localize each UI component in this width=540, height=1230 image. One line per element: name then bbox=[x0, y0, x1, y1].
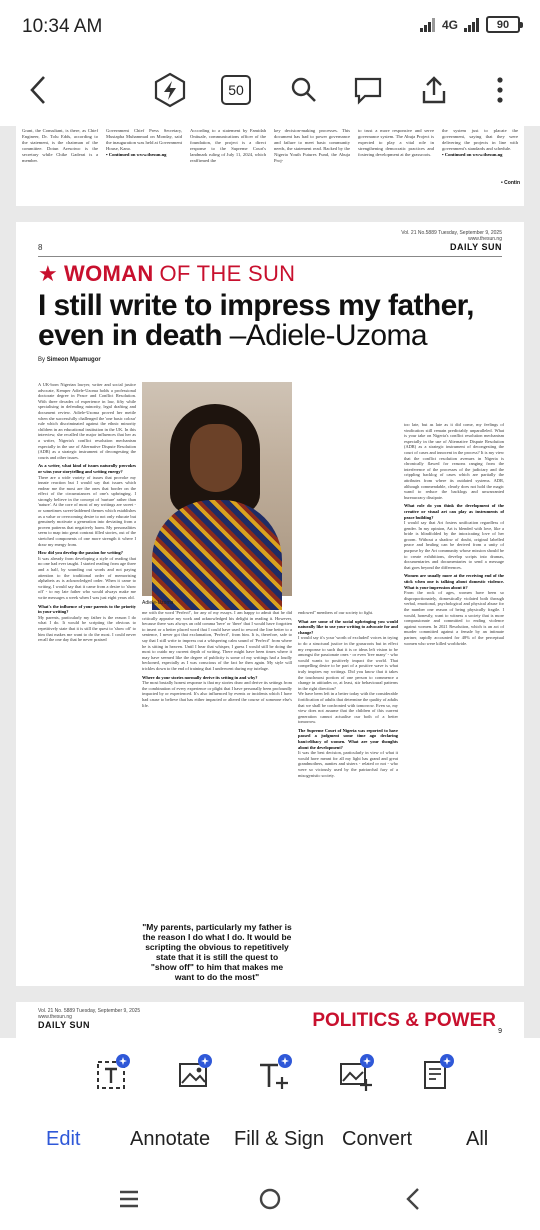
status-time: 10:34 AM bbox=[22, 16, 103, 37]
current-page bbox=[16, 222, 524, 986]
recent-apps-icon bbox=[118, 1189, 140, 1209]
text-column: Grant, the Consultant, is there, as Chief Engineer, Dr. Tolu Edds, according to the statement, is the chairman of the committee. Dotun Aresotwo is the secretary while Chike Gaderai is a member. bbox=[22, 128, 98, 163]
answer: me with the word 'Perfect!', for any of my essays. I am happy to admit that he did critically appraise my work and acknowledged his delight in reading it. However, because there was always an odd comma 'here' or 'there' that I would have forgotten to insert or a better placed word that I could have used to reword the line better to a sentence, I never got that exclamation, 'Perfect!', from him. It is, therefore, safe to say that I still write to impress out a whispering calm sound of 'Perfect!' from where he is sitting in heaven. Until I hear that whisper, I guess I would still be doing the most to outdo my current depth of writing. There might have been times where it may have seemed like the degree of publicity is some of my writings had a loudly beckoned, especially as I was conscious of the fact he then again. My style will trickles down to the end of training that I underwent during my tutelage. bbox=[142, 610, 292, 671]
answer: It was already from developing a style of reading that no one had ever taught. I started reading from age three and a half, by sounding out words and not paying attention to the traditional order of memorising alphabets as is acknowledged order. When it came to writing, I would say that it came from a desire to 'show off' - to my late father who would always make me write messages a week when I was just eight years old. bbox=[38, 555, 136, 600]
edit-text-tool[interactable] bbox=[88, 1052, 134, 1098]
page-count-button[interactable] bbox=[214, 68, 258, 112]
text-block: the system just to placate the government, saying that they were delivering the projects in line with government's standards and schedule. bbox=[442, 128, 518, 151]
tab-fill-sign[interactable]: Fill & Sign bbox=[234, 1128, 325, 1150]
question: What are some of the social upbringing you would naturally like to use your writing to advocate for and change? bbox=[298, 618, 398, 635]
back-arrow-icon bbox=[28, 75, 48, 105]
text-column: key decision-making processes. This document has had to power governance and failure to meet basic community needs, the statement read. Backed by the Nigeria Youth Futures Fund, the Abuja Proj- bbox=[274, 128, 350, 163]
headline-line-2: even in death –Adiele-Uzoma bbox=[38, 319, 427, 352]
answer: I would say it's your 'worth of excluded' voices in trying to do a structural justice in the grassroots but in effect my response to such that it is or ideas left vision to be amongst the passionate ones - or even 'free many' - who would wants to positively impact the world. That compelling desire to be part of a positive wave is what truly inspires my writings. Did you know that it takes the touchmost portion of one person to commence a change in attitudes or, at least, stir behavioural patterns in the right direction? bbox=[298, 635, 398, 691]
headline bbox=[38, 291, 502, 351]
answer: It was the best decision, particularly in view of what it would have meant for all my light has grand and great grandmothers, aunties and sisters - related or not - who were so viciously used by the patriarchal fury of a misogynistic society. bbox=[298, 750, 398, 778]
battery-indicator bbox=[486, 16, 520, 33]
network-type: 4G bbox=[441, 17, 458, 32]
back-chevron-icon bbox=[405, 1187, 421, 1211]
headline-line-1: I still write to impress my father, bbox=[38, 289, 474, 322]
answer: The most brutally honest response is that my stories draw and derive its settings from the combination of every experience or plight that I have personally been profoundly impacted by or experienced. It's also influenced by events or incidents which I have had cause to believe that has either impacted or altered the course of someone else's life. bbox=[142, 680, 292, 708]
continued-link: • Continued on www.thesun.ng bbox=[106, 152, 167, 157]
page-number: 9 bbox=[498, 1028, 502, 1035]
share-button[interactable] bbox=[412, 68, 456, 112]
more-options-button[interactable] bbox=[478, 68, 522, 112]
top-toolbar bbox=[0, 56, 540, 126]
issue-line: Vol. 21 No. 5889 Tuesday, September 9, 2025 bbox=[38, 1008, 141, 1014]
text-block: Government Chief Press Secretary, Mustapha Muhammad on Monday, said the inauguration was held at Government House, Kano. bbox=[106, 128, 182, 151]
ai-badge-icon bbox=[198, 1054, 212, 1068]
home-button[interactable] bbox=[255, 1184, 285, 1214]
add-text-tool[interactable] bbox=[250, 1052, 296, 1098]
question: What role do you think the development of the creative or visual art can play as instruments of peace building? bbox=[404, 503, 504, 520]
section-header bbox=[38, 261, 502, 287]
continued-link: • Contin bbox=[501, 180, 520, 186]
tab-edit[interactable]: Edit bbox=[46, 1128, 81, 1150]
more-tools-button[interactable] bbox=[412, 1052, 458, 1098]
photo-caption: Adiele-Uzoma bbox=[142, 600, 174, 606]
answer: too late, but as late as it did come, my feelings of vindication still remain predictably unparalleled. What is your take on Nigeria's conflict resolution mechanism especially in the use of Alternative Dispute Resolution (ADR) as a strategic instrument of decongesting the court of cases and innocent in the process? It is my view that the conflict resolution avenues in Nigeria is chronically flawed for reasons ranging from the interference of the processes of the judiciary and the crippling backlog of cases which are partially the attributes from where its outdated systems. ADR, although commendable, clearly does not hold the magic wand to reduce the backlogs and unwarranted bureaucracy dissipate. bbox=[404, 422, 504, 500]
pull-quote: "My parents, particularly my father is the reason I do what I do. It would be scripting the obvious to repetitively state that it is still the quest to "show off" to him that makes me want to do the most" bbox=[142, 922, 292, 982]
status-bar bbox=[0, 0, 540, 56]
website: www.thesun.ng bbox=[468, 236, 502, 242]
page-count: 50 bbox=[221, 75, 251, 105]
back-button[interactable] bbox=[16, 68, 60, 112]
masthead bbox=[401, 230, 502, 252]
text-column bbox=[442, 128, 518, 164]
answer: endowed" members of our society to fight. bbox=[298, 610, 374, 615]
article-column-4 bbox=[404, 422, 504, 646]
home-circle-icon bbox=[258, 1187, 282, 1211]
ai-badge-icon bbox=[440, 1054, 454, 1068]
article-column-1 bbox=[38, 382, 136, 643]
question: How did you develop the passion for writing? bbox=[38, 550, 123, 556]
ai-badge-icon bbox=[116, 1054, 130, 1068]
comment-button[interactable] bbox=[346, 68, 390, 112]
text-column bbox=[106, 128, 182, 164]
portrait-photo bbox=[142, 382, 292, 596]
question: What's the influence of your parents to the priority in your writing? bbox=[38, 603, 136, 615]
answer: I would say that Art fosters unification regardless of gender. In my opinion, Art is blended with love, like a bride is blindfolded by the intoxicating love of her groom. Without a shadow of doubt, original labelled peace and healing can be derived from a unity of purpose by the Art community whose mission should be to create exhibitions, develop scripts into dramas, documentaries and documentaries to send a message that goes beyond the differences. bbox=[404, 520, 504, 570]
mode-tabs bbox=[0, 1118, 540, 1168]
divider bbox=[38, 256, 502, 257]
system-navigation-bar bbox=[0, 1168, 540, 1230]
signal-bars-icon-2 bbox=[464, 18, 480, 32]
byline: By Simeon Mpamugor bbox=[38, 357, 101, 363]
answer: My parents, particularly my father is the reason I do what I do. It would be scripting the obvious to repetitively state that it is still the quest to 'show off' to him that makes me want to do the most. I could never recall the one day that he never praised bbox=[38, 614, 136, 643]
answer: We have been left in a better today with the considerable fortification of adults that determine the quality of adults that we shall be confronted with tomorrow. Even so, my view does not assume that the children of this current generation cannot actualise our both of a better tomorrow. bbox=[298, 691, 398, 725]
tab-all[interactable]: All bbox=[466, 1128, 489, 1150]
paper-name: DAILY SUN bbox=[449, 242, 502, 252]
section-title-bold: WOMAN bbox=[64, 261, 154, 286]
search-icon bbox=[290, 76, 318, 104]
website: www.thesun.ng bbox=[38, 1014, 72, 1020]
page-number: 8 bbox=[38, 243, 43, 252]
headline-attribution: –Adiele-Uzoma bbox=[221, 319, 427, 352]
search-button[interactable] bbox=[282, 68, 326, 112]
ai-badge-icon bbox=[278, 1054, 292, 1068]
article-column-3 bbox=[298, 610, 398, 778]
comment-icon bbox=[353, 76, 383, 104]
ai-badge-icon bbox=[360, 1054, 374, 1068]
section-title-rest: OF THE SUN bbox=[159, 261, 296, 286]
star-icon: ★ bbox=[38, 261, 59, 286]
tab-annotate[interactable]: Annotate bbox=[130, 1128, 211, 1150]
ai-assistant-button[interactable] bbox=[148, 68, 192, 112]
question: As a writer, what kind of issues naturally provokes or wins your storytelling and writing energy? bbox=[38, 463, 136, 474]
lightning-hexagon-icon bbox=[152, 72, 188, 108]
more-vertical-icon bbox=[496, 76, 504, 104]
previous-page bbox=[16, 126, 524, 206]
edit-tools-bar bbox=[0, 1038, 540, 1118]
add-image-tool[interactable] bbox=[332, 1052, 378, 1098]
paper-name: DAILY SUN bbox=[38, 1020, 91, 1030]
answer: There are a wide variety of issues that provoke my innate reaction but I would say that issues which endear me the most are the ones that border on the effect of the circumstances of one's upbringing. I strongly believe in the concept of 'nurture' rather than 'nature'. At the core of most of my writings are sweet - or sometimes sweet-laddened themes which establishes as a value or overcoming desire to not only educate but genuinely motivate a generation into deviating from a proven patterns that negatively harm. My personalities seem to map into great contrast filled stories, out of the stretched components of one more strength it where I draw my energy from. bbox=[38, 474, 136, 547]
author-name: Simeon Mpamugor bbox=[46, 357, 101, 363]
edit-image-tool[interactable] bbox=[170, 1052, 216, 1098]
tab-convert[interactable]: Convert bbox=[342, 1128, 413, 1150]
document-viewer[interactable] bbox=[0, 126, 540, 1038]
battery-level: 90 bbox=[496, 18, 510, 31]
share-icon bbox=[421, 75, 447, 105]
article-column-2 bbox=[142, 610, 292, 708]
article-intro: A UK-born Nigerian lawyer, writer and social justice advocate, Kemper Adiele-Uzoma holds a professional doctorate degree in Peace and Conflict Resolution. With three decades of experience in law, fifty while specialising in defending minority, legal drafting and document review. Adiele-Uzoma proved her mettle when she successfully challenged the 'one basic colour' rule which discriminated against the ethnic minority children in an educational institution in the UK. In this interview, she recalled the major influences that her as a writer, Nigeria's conflict resolution mechanism especially in the use of Alternative Dispute Resolution (ADR) as a strategic instrument of decongesting the courts and other issues. bbox=[38, 382, 136, 460]
signal-bars-icon bbox=[420, 18, 436, 32]
back-nav-button[interactable] bbox=[398, 1184, 428, 1214]
section-title: POLITICS & POWER bbox=[312, 1010, 496, 1031]
status-icons bbox=[420, 16, 520, 33]
question: Women are usually more at the receiving end of the stick when one is talking about domestic violence. What is your impression about it? bbox=[404, 573, 504, 590]
question: Where do your stories normally derive its setting in and why? bbox=[142, 674, 258, 680]
issue-line: Vol. 21 No.5889 Tuesday, September 9, 2025 bbox=[401, 230, 502, 236]
continued-link: • Continued on www.thesun.ng bbox=[442, 152, 503, 157]
answer: From the rock of ages, women have been so disproportionately, domestically violated both through verbal, emotional, psychological and physical abuse for the number one reason of being physically fragile. I would, honestly, want to witness a society that is more compassionate and committed to ending violence against women. In 2021 Resolution, which is an act of murder committed against a female by an intimate partner, rapidly accounted for 48% of the perceptual women who were killed worldwide. bbox=[404, 590, 504, 646]
text-column: According to a statement by Famidah Onituale, communications officer of the foundation, the project is a direct response to the Supreme Court's landmark ruling of July 11, 2024, which reaffirmed the bbox=[190, 128, 266, 163]
question: The Supreme Court of Nigeria was reported to have passed a judgment some time ago declaring ban/celibacy of women. What are your thoughts about the development? bbox=[298, 727, 398, 750]
recent-apps-button[interactable] bbox=[114, 1184, 144, 1214]
text-column: to trust a more responsive and serve governance system. The Abuja Project is expected to play a vital role in strengthening democratic practices and fostering development at the grassroots. bbox=[358, 128, 434, 157]
